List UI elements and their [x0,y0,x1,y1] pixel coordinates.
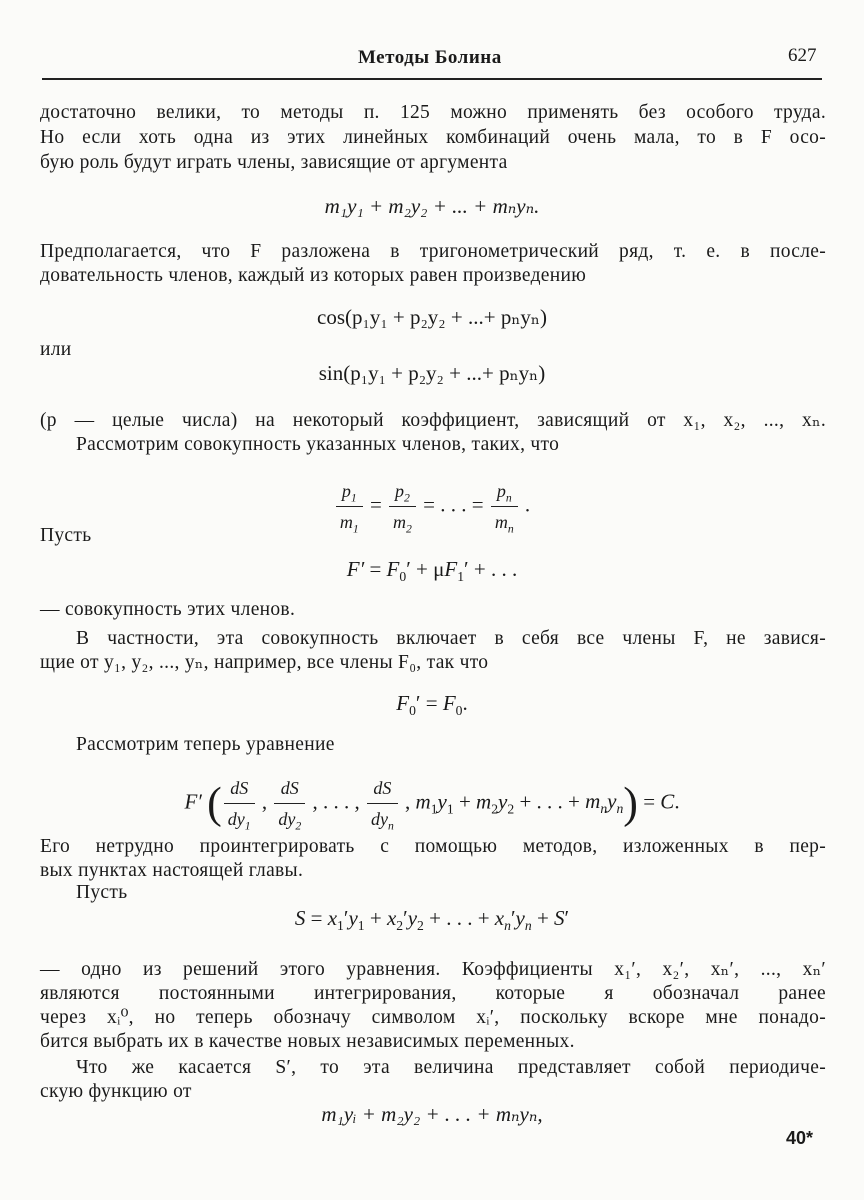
text-line: Его нетрудно проинтегрировать с помощью методов, изложенных в пер- [40,836,826,857]
equation-linear-combination: m₁y₁ + m₂y₂ + ... + mₙyₙ. [324,194,540,218]
equation-S: $S = x_1'y_1 + x_2'y_2$ + . . . + $x_n'y_n + S'$ [294,906,570,934]
text-line: Рассмотрим совокупность указанных членов, таких, что [76,434,560,455]
text-line: щие от y₁, y₂, ..., yₙ, например, все члены F₀, так что [40,652,489,673]
text-line: В частности, эта совокупность включает в себя все члены F, не завися- [76,628,826,649]
equation-sin: sin(p₁y₁ + p₂y₂ + ...+ pₙyₙ) [318,361,546,385]
equation-cos: cos(p₁y₁ + p₂y₂ + ...+ pₙyₙ) [317,305,547,329]
page-number: 627 [788,45,817,66]
header-rule [42,78,822,80]
text-line: или [40,339,72,360]
text-line: — совокупность этих членов. [40,599,296,620]
text-line: являются постоянными интегрирования, которые я обозначал ранее [40,983,826,1004]
text-line: довательность членов, каждый из которых равен произведению [40,265,587,286]
text-line: через xᵢ⁰, но теперь обозначу символом xᵢ′, поскольку вскоре мне понадо- [40,1007,826,1028]
text-line: бую роль будут играть члены, зависящие от аргумента [40,152,508,173]
equation-periodic-argument: m₁yᵢ + m₂y₂ + . . . + mₙyₙ, [321,1102,543,1126]
text-line: (p — целые числа) на некоторый коэффициент, зависящий от x₁, x₂, ..., xₙ. [40,410,826,431]
text-line: Предполагается, что F разложена в тригонометрический ряд, т. е. в после- [40,241,826,262]
text-line: Пусть [40,525,92,546]
text-line: бится выбрать их в качестве новых независимых переменных. [40,1031,575,1052]
text-line: достаточно велики, то методы п. 125 можно применять без особого труда. [40,102,826,123]
signature-mark: 40* [786,1128,814,1148]
text-line: Но если хоть одна из этих линейных комбинаций очень мала, то в F осо- [40,127,826,148]
equation-main: F′ ( $\frac{dS}{dy_1}$ , $\frac{dS}{dy_2}$ , . . . , $\frac{dS}{dy_n}$ , $m_1y_1 + m_2y_2$ + . . . + $m_ny_n) = C$. [184,778,680,833]
running-header-title: Методы Болина [358,47,502,68]
text-line: Рассмотрим теперь уравнение [76,734,335,755]
text-line: вых пунктах настоящей главы. [40,860,304,881]
text-line: — одно из решений этого уравнения. Коэффициенты x₁′, x₂′, xₙ′, ..., xₙ′ [40,959,826,980]
equation-F-prime: $F' = F_0' + \mu F_1'$ + . . . [346,557,518,585]
text-line: Пусть [76,882,128,903]
equation-F0: $F_0' = F_0$. [396,691,468,719]
text-line: скую функцию от [40,1081,192,1102]
equation-ratios: $\frac{p_1}{m_1}$ = $\frac{p_2}{m_2}$ = . . . = $\frac{p_n}{m_n}$ . [0,478,864,535]
text-line: Что же касается S′, то эта величина представляет собой периодиче- [76,1057,826,1078]
